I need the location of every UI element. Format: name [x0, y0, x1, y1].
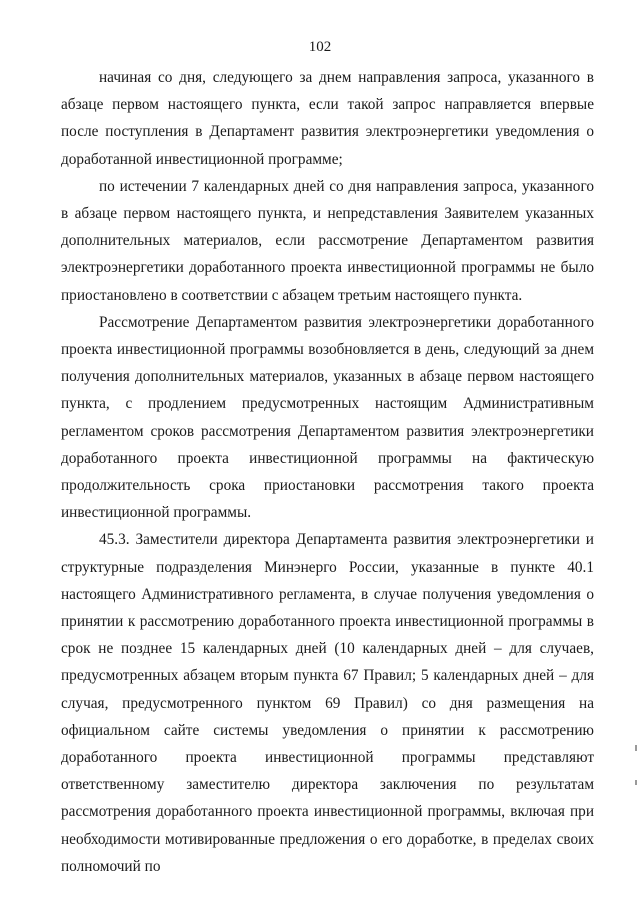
document-body: [61, 64, 594, 880]
paragraph-start-day: начиная со дня, следующего за днем направления запроса, указанного в абзаце первом настоящего пункта, если такой запрос направляется впервые после поступления в Департамент развития электроэнергетики уведомления о доработанной инвестиционной программе;: [61, 69, 594, 168]
paragraph-resumption: Рассмотрение Департаментом развития электроэнергетики доработанного проекта инвестиционной программы возобновляется в день, следующий за днем получения дополнительных материалов, указанных в абзаце первом настоящего пункта, с продлением предусмотренных настоящим Административным регламентом сроков рассмотрения Департаментом развития электроэнергетики доработанного проекта инвестиционной программы на фактическую продолжительность срока приостановки рассмотрения такого проекта инвестиционной программы.: [61, 313, 594, 522]
scan-edge-mark: [635, 780, 637, 785]
paragraph-45-3: 45.3. Заместители директора Департамента развития электроэнергетики и структурные подразделения Минэнерго России, указанные в пункте 40.1 настоящего Административного регламента, в случае получения уведомления о принятии к рассмотрению доработанного проекта инвестиционной программы в срок не позднее 15 календарных дней (10 календарных дней – для случаев, предусмотренных абзацем вторым пункта 67 Правил; 5 календарных дней – для случая, предусмотренного пунктом 69 Правил) со дня размещения на официальном сайте системы уведомления о принятии к рассмотрению доработанного проекта инвестиционной программы представляют ответственному заместителю директора заключения по результатам рассмотрения доработанного проекта инвестиционной программы, включая при необходимости мотивированные предложения о его доработке, в пределах своих полномочий по: [61, 531, 594, 875]
page-number: 102: [308, 39, 332, 55]
paragraph-seven-days: по истечении 7 календарных дней со дня направления запроса, указанного в абзаце первом настоящего пункта, и непредставления Заявителем указанных дополнительных материалов, если рассмотрение Департаментом развития электроэнергетики доработанного проекта инвестиционной программы не было приостановлено в соответствии с абзацем третьим настоящего пункта.: [61, 177, 594, 304]
scan-edge-mark: [635, 745, 637, 751]
